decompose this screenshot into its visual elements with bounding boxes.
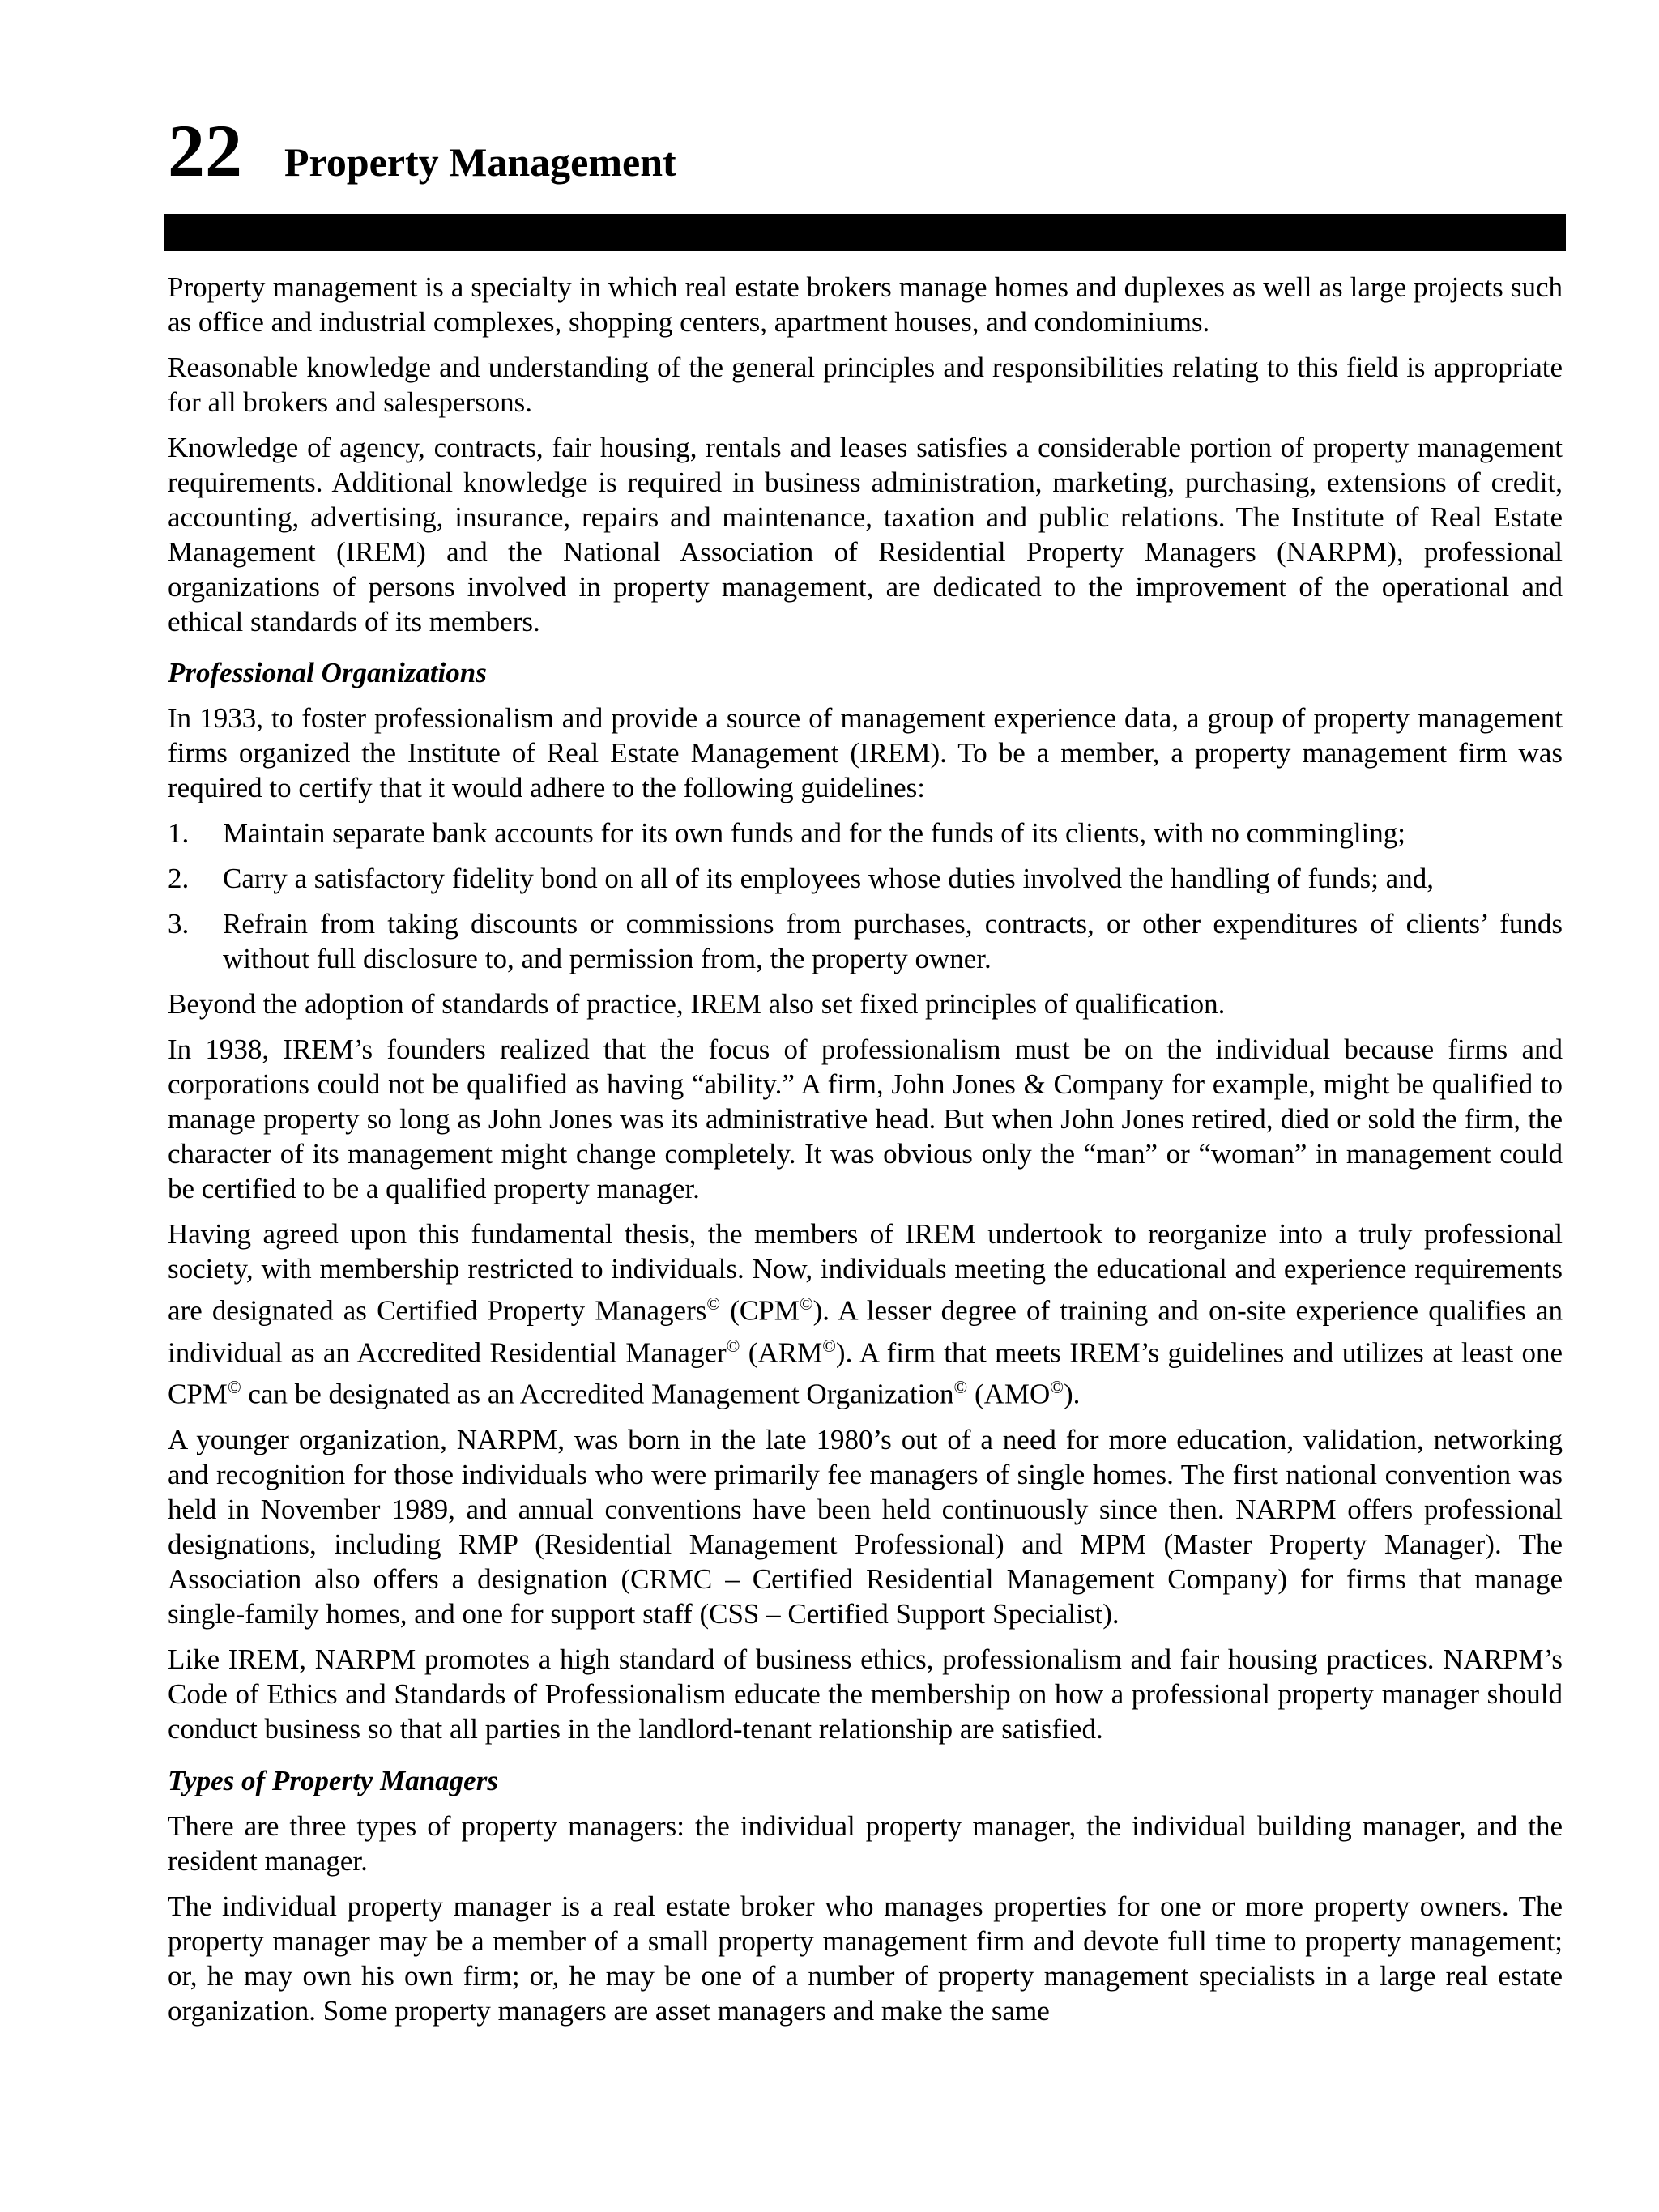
copyright-mark: © <box>822 1335 836 1356</box>
list-item-text: Refrain from taking discounts or commissions from purchases, contracts, or other expenditures of clients’ funds without full disclosure to, and permission from, the property owner. <box>223 908 1563 974</box>
guidelines-list <box>168 816 1563 976</box>
paragraph-individual-manager: The individual property manager is a real estate broker who manages properties for one or more property owners. The property manager may be a member of a small property management firm and devote full time to property management; or, he may own his own firm; or, he may be one of a number of property management specialists in a large real estate organization. Some property managers are asset managers and make the same <box>168 1890 1563 2027</box>
paragraph-requirements: Knowledge of agency, contracts, fair housing, rentals and leases satisfies a considerable portion of property management requirements. Additional knowledge is required in business administration, marketing, purchasing, extensions of credit, accounting, advertising, insurance, repairs and maintenance, taxation and public relations. The Institute of Real Estate Management (IREM) and the National Association of Residential Property Managers (NARPM), professional organizations of persons involved in property management, are dedicated to the improvement of the operational and ethical standards of its members. <box>168 432 1563 637</box>
paragraph-1938: In 1938, IREM’s founders realized that the focus of professionalism must be on the individual because firms and corporations could not be qualified as having “ability.” A firm, John Jones & Company for example, might be qualified to manage property so long as John Jones was its administrative head. But when John Jones retired, died or sold the firm, the character of its management might change completely. It was obvious only the “man” or “woman” in management could be certified to be a qualified property manager. <box>168 1034 1563 1204</box>
list-item-text: Maintain separate bank accounts for its own funds and for the funds of its clients, with no commingling; <box>223 817 1405 849</box>
thesis-text: ). A firm that meets IREM’s guidelines and utilizes at least one CPM <box>168 1336 1563 1410</box>
list-item <box>168 816 1563 850</box>
thesis-text: (CPM <box>720 1294 800 1327</box>
chapter-divider-bar <box>164 214 1566 251</box>
paragraph-knowledge: Reasonable knowledge and understanding of the general principles and responsibilities relating to this field is appropriate for all brokers and salespersons. <box>168 352 1563 418</box>
body-text <box>168 270 1563 2039</box>
copyright-mark: © <box>1050 1377 1064 1398</box>
paragraph-thesis <box>168 1217 1563 1412</box>
thesis-text: ). A lesser degree of training and on-site experience qualifies an individual as an Accredited Residential Manager <box>168 1294 1563 1369</box>
paragraph-types-intro: There are three types of property managers: the individual property manager, the individual building manager, and the resident manager. <box>168 1809 1563 1877</box>
list-item-text: Carry a satisfactory fidelity bond on all of its employees whose duties involved the handling of funds; and, <box>223 863 1434 894</box>
chapter-header <box>168 109 676 194</box>
paragraph-like-irem: Like IREM, NARPM promotes a high standard of business ethics, professionalism and fair housing practices. NARPM’s Code of Ethics and Standards of Professionalism educate the membership on how a professional property manager should conduct business so that all parties in the landlord-tenant relationship are satisfied. <box>168 1643 1563 1745</box>
thesis-text: ). <box>1064 1378 1081 1410</box>
thesis-text: (AMO <box>967 1378 1051 1410</box>
thesis-text: Having agreed upon this fundamental thesis, the members of IREM undertook to reorganize into a truly professional society, with membership restricted to individuals. Now, individuals meeting the educational and experience requirements are designated as Certified Property Managers <box>168 1218 1563 1327</box>
chapter-number: 22 <box>168 109 242 192</box>
copyright-mark: © <box>799 1294 813 1314</box>
paragraph-1933: In 1933, to foster professionalism and provide a source of management experience data, a group of property management firms organized the Institute of Real Estate Management (IREM). To be a member, a property management firm was required to certify that it would adhere to the following guidelines: <box>168 702 1563 803</box>
paragraph-narpm: A younger organization, NARPM, was born in the late 1980’s out of a need for more education, validation, networking and recognition for those individuals who were primarily fee managers of single homes. The first national convention was held in November 1989, and annual conventions have been held continuously since then. NARPM offers professional designations, including RMP (Residential Management Professional) and MPM (Master Property Manager). The Association also offers a designation (CRMC – Certified Residential Management Company) for firms that manage single-family homes, and one for support staff (CSS – Certified Support Specialist). <box>168 1423 1563 1630</box>
list-item <box>168 861 1563 896</box>
paragraph-beyond: Beyond the adoption of standards of practice, IREM also set fixed principles of qualification. <box>168 988 1226 1020</box>
copyright-mark: © <box>953 1377 968 1398</box>
list-item <box>168 906 1563 976</box>
thesis-text: (ARM <box>740 1336 823 1369</box>
thesis-text: can be designated as an Accredited Management Organization <box>241 1378 954 1410</box>
list-item-number: 3. <box>168 908 190 940</box>
paragraph-intro: Property management is a specialty in which real estate brokers manage homes and duplexes as well as large projects such as office and industrial complexes, shopping centers, apartment houses, and condominiums. <box>168 271 1563 338</box>
copyright-mark: © <box>227 1377 241 1398</box>
list-item-number: 1. <box>168 817 190 849</box>
copyright-mark: © <box>726 1335 740 1356</box>
heading-professional-organizations: Professional Organizations <box>168 657 487 688</box>
heading-types-of-property-managers: Types of Property Managers <box>168 1764 498 1796</box>
copyright-mark: © <box>706 1294 721 1314</box>
list-item-number: 2. <box>168 863 190 894</box>
chapter-title: Property Management <box>284 139 676 185</box>
